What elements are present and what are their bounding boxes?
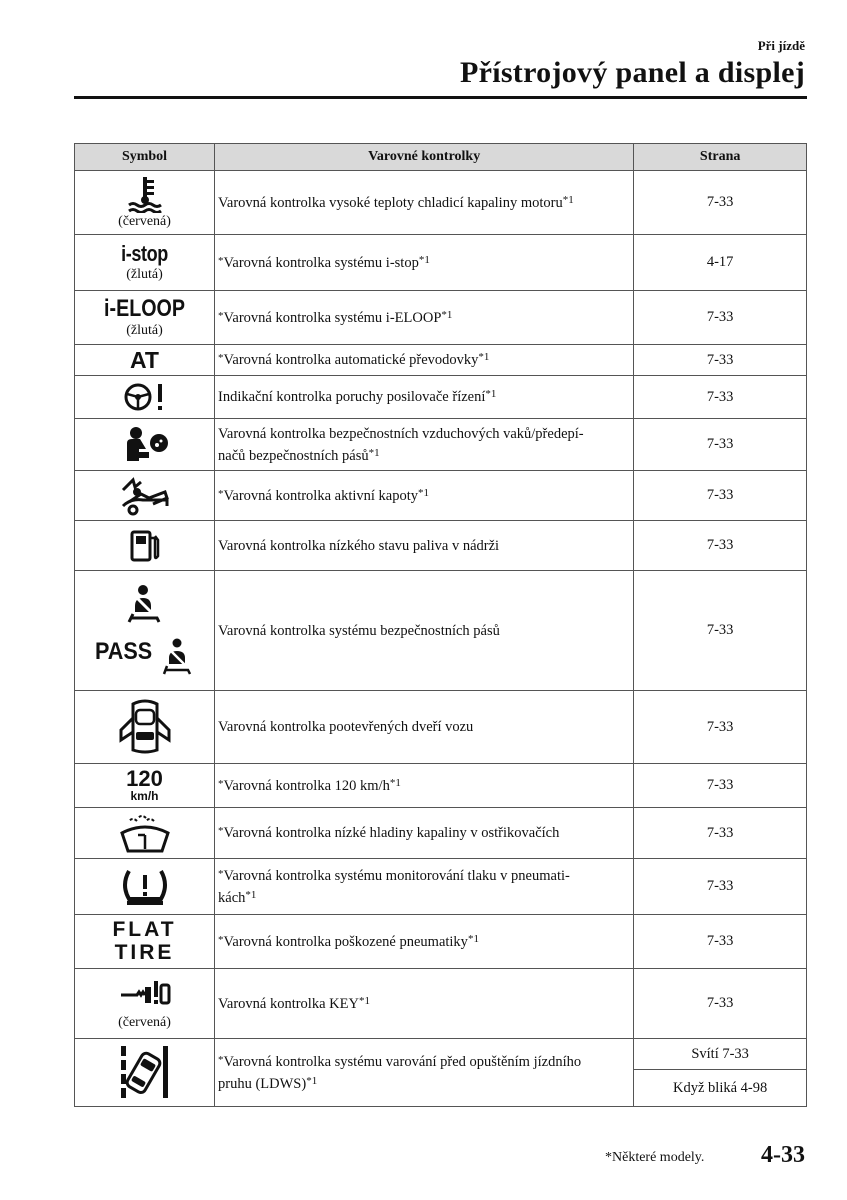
- symbol-cell: [75, 291, 215, 345]
- description-text: Varovná kontrolka KEY: [218, 995, 359, 1012]
- symbol-cell: [75, 235, 215, 291]
- power-steering-icon: [75, 381, 214, 413]
- description-cell: *Varovná kontrolka 120 $km/h^{*1}$: [215, 764, 634, 808]
- page-reference: 7-33: [634, 571, 807, 691]
- page-reference: 7-33: [634, 376, 807, 419]
- footnote-ref: *1: [306, 1074, 318, 1087]
- table-row: [75, 808, 807, 859]
- description-text: Varovná kontrolka poškozené pneumatiky: [223, 933, 468, 950]
- description-cell: [215, 171, 634, 235]
- i-eloop-icon: i-ELOOP: [104, 295, 185, 322]
- symbol-cell: [75, 859, 215, 915]
- symbol-cell: [75, 171, 215, 235]
- page-reference: 7-33: [634, 345, 807, 376]
- page-reference: 7-33: [634, 419, 807, 471]
- table-row: [75, 969, 807, 1039]
- color-note: (červená): [118, 214, 171, 229]
- description-text: Varovná kontrolka 120 km/h: [223, 777, 390, 794]
- table-row: [75, 691, 807, 764]
- description-text: Varovná kontrolka nízkého stavu paliva v nádrži: [218, 537, 500, 554]
- table-header-row: [75, 144, 807, 171]
- symbol-cell: [75, 969, 215, 1039]
- color-note: (červená): [118, 1014, 171, 1030]
- symbol-cell: [75, 1039, 215, 1107]
- tire-pressure-icon: [75, 865, 214, 909]
- at-icon: AT: [130, 347, 159, 373]
- table-row: [75, 235, 807, 291]
- footnote-ref: *1: [485, 388, 497, 400]
- description-cell: *Varovná kontrolka systému varování před opuštěním jízdního pruhu (LDWS)$^{*1}$: [215, 1039, 634, 1107]
- description-text: Varovná kontrolka pootevřených dveří vozu: [218, 719, 474, 735]
- description-cell: [215, 376, 634, 419]
- description-cell: *Varovná kontrolka aktivní kapoty$^{*1}$: [215, 471, 634, 521]
- header-divider: [74, 96, 807, 99]
- footnote-ref: *1: [478, 351, 490, 363]
- page-reference: 7-33: [634, 521, 807, 571]
- page-reference: 7-33: [634, 808, 807, 859]
- description-cell: *Varovná kontrolka systému i-ELOOP$^{*1}$: [215, 291, 634, 345]
- door-open-icon: [75, 698, 214, 756]
- description-cell: *Varovná kontrolka poškozené pneumatiky$^{*1}$: [215, 915, 634, 969]
- symbol-cell: [75, 808, 215, 859]
- seat-belt-icon: [75, 584, 214, 624]
- page-reference-flashing: Když bliká 4-98: [673, 1080, 768, 1096]
- footnote-ref: *1: [418, 486, 430, 499]
- footnote-ref: *1: [358, 994, 370, 1007]
- table-row: [75, 419, 807, 471]
- footnote-ref: *1: [441, 308, 453, 321]
- symbol-cell: [75, 345, 215, 376]
- column-header-symbol: Symbol: [75, 144, 215, 171]
- column-header-warning-lights: Varovné kontrolky: [215, 144, 634, 171]
- description-text: Varovná kontrolka systému monitorování tlaku v pneumati-: [223, 867, 570, 884]
- page-reference: 7-33: [634, 764, 807, 808]
- description-text: Varovná kontrolka nízké hladiny kapaliny v ostřikovačích: [223, 825, 560, 841]
- description-cell: [215, 969, 634, 1039]
- table-row: [75, 915, 807, 969]
- flat-tire-icon: FLAT: [112, 917, 177, 941]
- description-text: Varovná kontrolka systému bezpečnostních pásů: [218, 622, 500, 639]
- description-text: Varovná kontrolka systému i-stop: [223, 254, 419, 271]
- table-row: [75, 764, 807, 808]
- description-cell: *Varovná kontrolka nízké hladiny kapaliny v ostřikovačích: [215, 808, 634, 859]
- table-row: [75, 376, 807, 419]
- active-bonnet-icon: [75, 476, 214, 516]
- washer-fluid-icon: [75, 813, 214, 853]
- description-text: Varovná kontrolka systému varování před opuštěním jízdního: [223, 1053, 582, 1070]
- description-text: Varovná kontrolka systému i-ELOOP: [223, 309, 442, 326]
- table-row: [75, 571, 807, 691]
- symbol-cell: [75, 376, 215, 419]
- symbol-cell: [75, 521, 215, 571]
- description-text: Varovná kontrolka vysoké teploty chladicí kapaliny motoru: [218, 194, 563, 211]
- passenger-seat-belt-icon: [75, 630, 214, 678]
- coolant-temperature-icon: [75, 175, 214, 213]
- symbol-cell: [75, 419, 215, 471]
- table-row: [75, 471, 807, 521]
- table-row: [75, 859, 807, 915]
- speed-120-icon: 120: [126, 765, 163, 791]
- warning-lights-table: [74, 143, 807, 1107]
- description-text-line2: pruhu (LDWS): [218, 1075, 307, 1092]
- description-cell: [215, 691, 634, 764]
- description-cell: *Varovná kontrolka systému monitorování tlaku v pneumati- kách$^{*1}$: [215, 859, 634, 915]
- flat-tire-icon-line2: TIRE: [114, 940, 175, 964]
- description-cell: *Varovná kontrolka automatické převodovky$^{*1}$: [215, 345, 634, 376]
- table-row: [75, 171, 807, 235]
- section-label: Při jízdě: [757, 38, 805, 53]
- page-title: Přístrojový panel a displej: [459, 56, 805, 89]
- column-header-page: Strana: [634, 144, 807, 171]
- i-stop-icon: i-stop: [121, 241, 168, 266]
- key-icon: [75, 977, 214, 1009]
- description-text-line2: načů bezpečnostních pásů: [218, 447, 369, 464]
- symbol-cell: [75, 764, 215, 808]
- page-reference: 7-33: [634, 969, 807, 1039]
- page-reference: 7-33: [634, 859, 807, 915]
- symbol-cell: [75, 471, 215, 521]
- page-reference-split: [634, 1039, 807, 1107]
- page-reference: 4-17: [634, 235, 807, 291]
- table-row: [75, 1039, 807, 1107]
- footnote-ref: *1: [467, 932, 479, 945]
- page-reference: 7-33: [634, 915, 807, 969]
- symbol-cell: [75, 571, 215, 691]
- description-text: Varovná kontrolka bezpečnostních vzduchových vaků/předepí-: [218, 425, 584, 442]
- footnote-ref: *1: [389, 776, 401, 789]
- fuel-pump-icon: [75, 528, 214, 564]
- airbag-icon: [75, 425, 214, 465]
- description-text-line2: kách: [218, 889, 246, 906]
- pass-label: PASS: [95, 637, 153, 665]
- color-note: (žlutá): [126, 323, 163, 338]
- symbol-cell: [75, 915, 215, 969]
- lane-departure-icon: [75, 1044, 214, 1102]
- footnote-ref: *1: [368, 446, 380, 459]
- description-text: Varovná kontrolka automatické převodovky: [223, 352, 479, 368]
- description-cell: *Varovná kontrolka systému i-stop$^{*1}$: [215, 235, 634, 291]
- description-text: Indikační kontrolka poruchy posilovače řízení: [218, 389, 486, 405]
- description-cell: [215, 419, 634, 471]
- footnote-ref: *1: [245, 888, 257, 901]
- page-reference-steady: Svítí 7-33: [634, 1039, 806, 1070]
- table-row: [75, 345, 807, 376]
- page-reference: 7-33: [634, 171, 807, 235]
- page-number: 4-33: [761, 1142, 805, 1168]
- table-row: [75, 521, 807, 571]
- table-row: [75, 291, 807, 345]
- footnote-ref: *1: [418, 253, 430, 266]
- speed-unit-label: km/h: [130, 788, 159, 803]
- page-reference: 7-33: [634, 291, 807, 345]
- description-text: Varovná kontrolka aktivní kapoty: [223, 487, 419, 504]
- footnote: *Některé modely.: [605, 1150, 705, 1165]
- page-reference: 7-33: [634, 471, 807, 521]
- symbol-cell: [75, 691, 215, 764]
- footnote-ref: *1: [562, 193, 574, 206]
- color-note: (žlutá): [126, 267, 163, 282]
- description-cell: [215, 521, 634, 571]
- description-cell: [215, 571, 634, 691]
- page-reference: 7-33: [634, 691, 807, 764]
